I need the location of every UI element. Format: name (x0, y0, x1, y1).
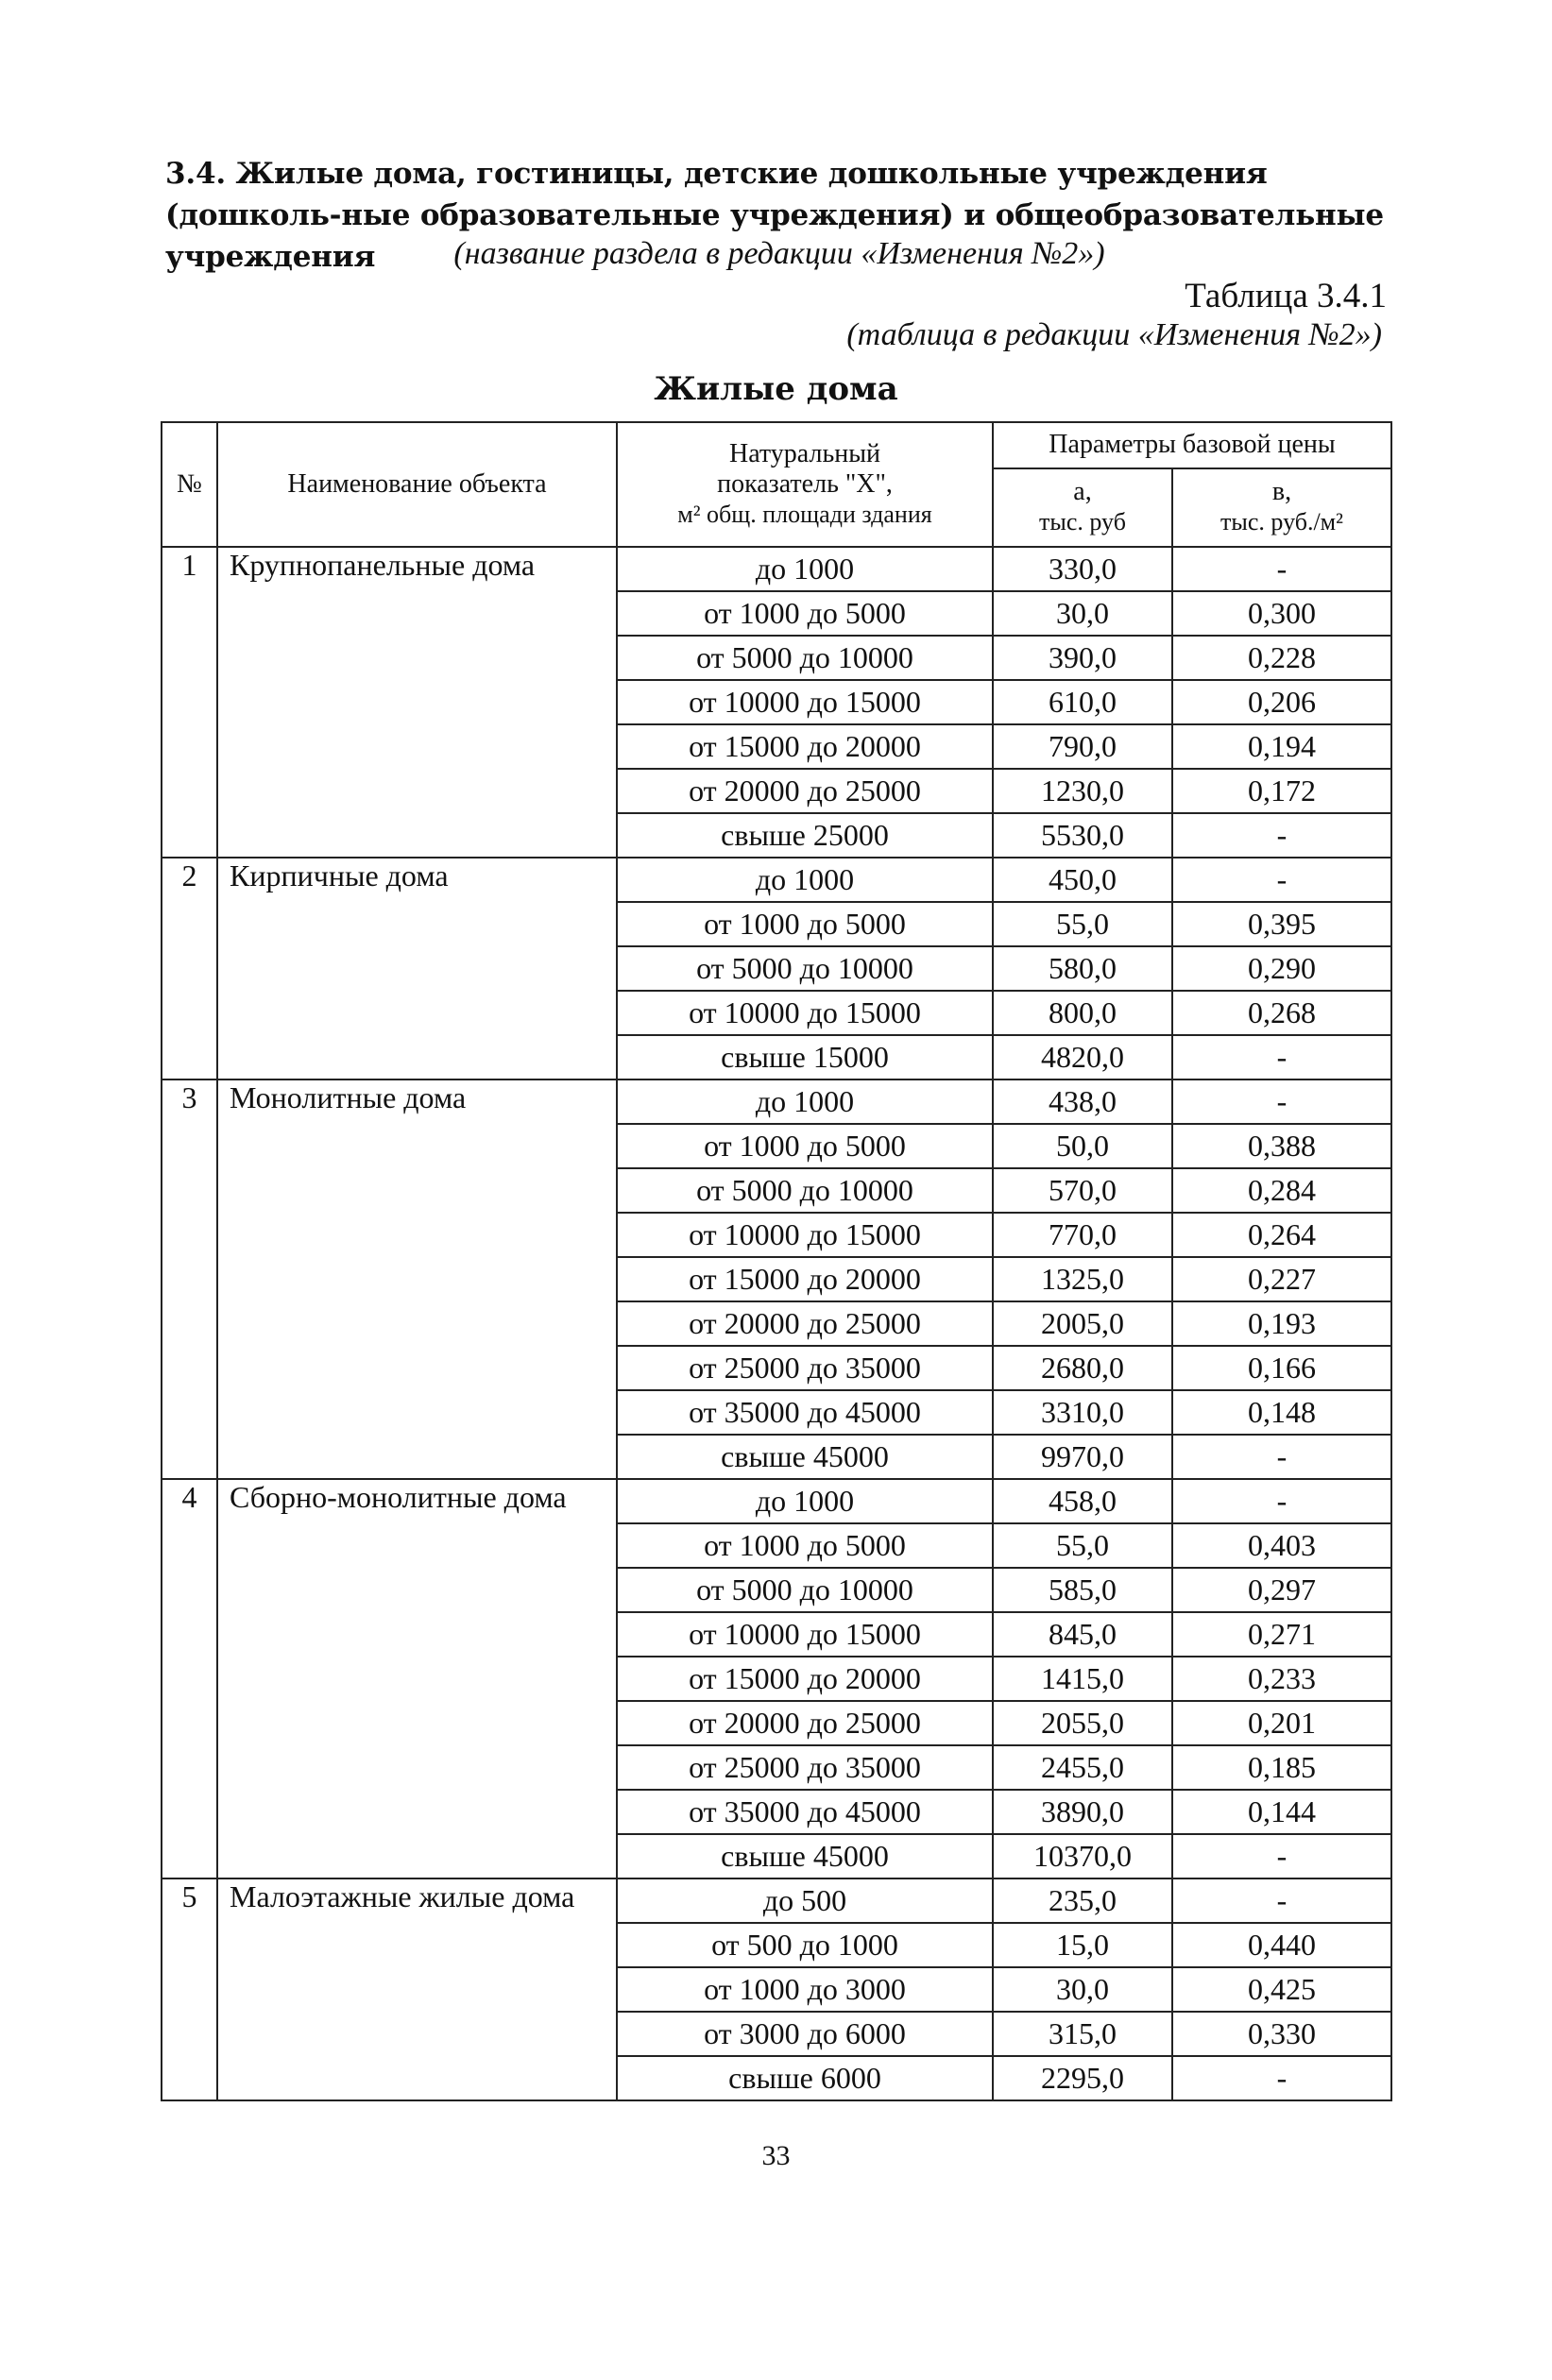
header-name: Наименование объекта (217, 422, 617, 547)
param-a-cell: 770,0 (993, 1213, 1172, 1257)
param-b-cell: - (1172, 1878, 1391, 1923)
param-b-cell: 0,193 (1172, 1301, 1391, 1346)
natural-indicator-cell: от 5000 до 10000 (617, 1168, 993, 1213)
object-name: Сборно-монолитные дома (217, 1479, 617, 1878)
natural-indicator-cell: от 35000 до 45000 (617, 1790, 993, 1834)
param-b-cell: 0,330 (1172, 2012, 1391, 2056)
param-b-cell: - (1172, 1479, 1391, 1523)
header-natural-line1: Натуральный (729, 439, 880, 468)
param-b-cell: 0,264 (1172, 1213, 1391, 1257)
natural-indicator-cell: от 20000 до 25000 (617, 769, 993, 813)
param-b-cell: 0,440 (1172, 1923, 1391, 1967)
param-b-cell: 0,425 (1172, 1967, 1391, 2012)
param-a-cell: 845,0 (993, 1612, 1172, 1657)
param-a-cell: 570,0 (993, 1168, 1172, 1213)
param-b-cell: 0,228 (1172, 636, 1391, 680)
param-a-cell: 1325,0 (993, 1257, 1172, 1301)
object-name: Кирпичные дома (217, 858, 617, 1080)
group-number: 4 (162, 1479, 217, 1878)
param-b-cell: - (1172, 1080, 1391, 1124)
param-b-cell: 0,268 (1172, 991, 1391, 1035)
param-a-cell: 50,0 (993, 1124, 1172, 1168)
param-b-cell: - (1172, 1834, 1391, 1878)
param-b-cell: - (1172, 2056, 1391, 2100)
param-a-cell: 5530,0 (993, 813, 1172, 858)
natural-indicator-cell: от 1000 до 5000 (617, 902, 993, 946)
natural-indicator-cell: свыше 45000 (617, 1435, 993, 1479)
natural-indicator-cell: от 1000 до 3000 (617, 1967, 993, 2012)
natural-indicator-cell: от 5000 до 10000 (617, 1568, 993, 1612)
natural-indicator-cell: от 35000 до 45000 (617, 1390, 993, 1435)
param-b-cell: 0,201 (1172, 1701, 1391, 1745)
param-a-cell: 2055,0 (993, 1701, 1172, 1745)
header-b-line2: тыс. руб./м² (1220, 508, 1343, 536)
param-b-cell: 0,300 (1172, 591, 1391, 636)
natural-indicator-cell: от 20000 до 25000 (617, 1701, 993, 1745)
param-a-cell: 450,0 (993, 858, 1172, 902)
param-b-cell: - (1172, 547, 1391, 591)
param-a-cell: 3890,0 (993, 1790, 1172, 1834)
param-a-cell: 585,0 (993, 1568, 1172, 1612)
param-a-cell: 235,0 (993, 1878, 1172, 1923)
natural-indicator-cell: от 25000 до 35000 (617, 1745, 993, 1790)
param-a-cell: 15,0 (993, 1923, 1172, 1967)
param-b-cell: 0,194 (1172, 724, 1391, 769)
param-b-cell: 0,172 (1172, 769, 1391, 813)
table-number: Таблица 3.4.1 (1185, 277, 1387, 315)
param-a-cell: 800,0 (993, 991, 1172, 1035)
page-number: 33 (761, 2140, 791, 2171)
header-a-line2: тыс. руб (1039, 508, 1126, 536)
natural-indicator-cell: до 1000 (617, 858, 993, 902)
param-b-cell: 0,166 (1172, 1346, 1391, 1390)
header-natural-line3: м² общ. площади здания (677, 501, 932, 528)
param-a-cell: 3310,0 (993, 1390, 1172, 1435)
param-b-cell: 0,185 (1172, 1745, 1391, 1790)
natural-indicator-cell: от 10000 до 15000 (617, 1213, 993, 1257)
natural-indicator-cell: свыше 6000 (617, 2056, 993, 2100)
header-natural (617, 422, 993, 547)
natural-indicator-cell: до 500 (617, 1878, 993, 1923)
param-b-cell: 0,284 (1172, 1168, 1391, 1213)
natural-indicator-cell: от 500 до 1000 (617, 1923, 993, 1967)
header-natural-line2: показатель "X", (717, 469, 893, 499)
table-header (162, 422, 1391, 547)
table-body (162, 547, 1391, 2100)
section-note: (название раздела в редакции «Изменения №2») (453, 236, 1105, 271)
param-a-cell: 580,0 (993, 946, 1172, 991)
natural-indicator-cell: до 1000 (617, 1080, 993, 1124)
param-b-cell: 0,388 (1172, 1124, 1391, 1168)
natural-indicator-cell: от 1000 до 5000 (617, 1124, 993, 1168)
header-b-line1: в, (1271, 477, 1292, 507)
param-a-cell: 315,0 (993, 2012, 1172, 2056)
param-a-cell: 390,0 (993, 636, 1172, 680)
param-a-cell: 30,0 (993, 591, 1172, 636)
param-b-cell: - (1172, 813, 1391, 858)
param-b-cell: 0,290 (1172, 946, 1391, 991)
param-a-cell: 55,0 (993, 902, 1172, 946)
natural-indicator-cell: от 10000 до 15000 (617, 1612, 993, 1657)
param-a-cell: 10370,0 (993, 1834, 1172, 1878)
table-row (162, 1479, 1391, 1523)
param-b-cell: 0,148 (1172, 1390, 1391, 1435)
param-b-cell: 0,144 (1172, 1790, 1391, 1834)
param-a-cell: 438,0 (993, 1080, 1172, 1124)
param-a-cell: 2455,0 (993, 1745, 1172, 1790)
table-row (162, 858, 1391, 902)
table-subtitle: Жилые дома (654, 370, 898, 408)
param-a-cell: 2295,0 (993, 2056, 1172, 2100)
natural-indicator-cell: от 15000 до 20000 (617, 1657, 993, 1701)
price-table (161, 421, 1392, 2101)
param-a-cell: 30,0 (993, 1967, 1172, 2012)
table-row (162, 1080, 1391, 1124)
param-b-cell: 0,271 (1172, 1612, 1391, 1657)
group-number: 5 (162, 1878, 217, 2100)
param-b-cell: 0,206 (1172, 680, 1391, 724)
table-row (162, 547, 1391, 591)
group-number: 2 (162, 858, 217, 1080)
natural-indicator-cell: от 15000 до 20000 (617, 1257, 993, 1301)
header-num: № (162, 422, 217, 547)
natural-indicator-cell: свыше 15000 (617, 1035, 993, 1080)
natural-indicator-cell: от 10000 до 15000 (617, 680, 993, 724)
object-name: Малоэтажные жилые дома (217, 1878, 617, 2100)
natural-indicator-cell: от 5000 до 10000 (617, 636, 993, 680)
section-heading: 3.4. Жилые дома, гостиницы, детские дошкольные учреждения (дошколь-ные образовательные учреждения) и общеобразовательные учреждения (165, 157, 1384, 274)
natural-indicator-cell: от 25000 до 35000 (617, 1346, 993, 1390)
object-name: Монолитные дома (217, 1080, 617, 1479)
natural-indicator-cell: до 1000 (617, 1479, 993, 1523)
param-b-cell: - (1172, 1035, 1391, 1080)
group-number: 1 (162, 547, 217, 858)
param-a-cell: 1415,0 (993, 1657, 1172, 1701)
param-a-cell: 1230,0 (993, 769, 1172, 813)
group-number: 3 (162, 1080, 217, 1479)
param-a-cell: 9970,0 (993, 1435, 1172, 1479)
natural-indicator-cell: от 10000 до 15000 (617, 991, 993, 1035)
param-a-cell: 2680,0 (993, 1346, 1172, 1390)
natural-indicator-cell: от 3000 до 6000 (617, 2012, 993, 2056)
param-b-cell: 0,227 (1172, 1257, 1391, 1301)
param-a-cell: 330,0 (993, 547, 1172, 591)
natural-indicator-cell: свыше 45000 (617, 1834, 993, 1878)
param-b-cell: 0,403 (1172, 1523, 1391, 1568)
param-a-cell: 55,0 (993, 1523, 1172, 1568)
table-row (162, 1878, 1391, 1923)
natural-indicator-cell: свыше 25000 (617, 813, 993, 858)
param-b-cell: 0,297 (1172, 1568, 1391, 1612)
object-name: Крупнопанельные дома (217, 547, 617, 858)
param-a-cell: 4820,0 (993, 1035, 1172, 1080)
header-a (993, 468, 1172, 547)
natural-indicator-cell: от 5000 до 10000 (617, 946, 993, 991)
header-b (1172, 468, 1391, 547)
param-b-cell: 0,395 (1172, 902, 1391, 946)
natural-indicator-cell: от 15000 до 20000 (617, 724, 993, 769)
param-a-cell: 610,0 (993, 680, 1172, 724)
table-note: (таблица в редакции «Изменения №2») (846, 317, 1382, 352)
param-a-cell: 2005,0 (993, 1301, 1172, 1346)
param-a-cell: 458,0 (993, 1479, 1172, 1523)
header-params: Параметры базовой цены (993, 422, 1391, 468)
param-b-cell: - (1172, 858, 1391, 902)
param-b-cell: - (1172, 1435, 1391, 1479)
natural-indicator-cell: от 20000 до 25000 (617, 1301, 993, 1346)
param-a-cell: 790,0 (993, 724, 1172, 769)
natural-indicator-cell: от 1000 до 5000 (617, 1523, 993, 1568)
param-b-cell: 0,233 (1172, 1657, 1391, 1701)
header-a-line1: а, (1073, 477, 1092, 507)
natural-indicator-cell: от 1000 до 5000 (617, 591, 993, 636)
natural-indicator-cell: до 1000 (617, 547, 993, 591)
